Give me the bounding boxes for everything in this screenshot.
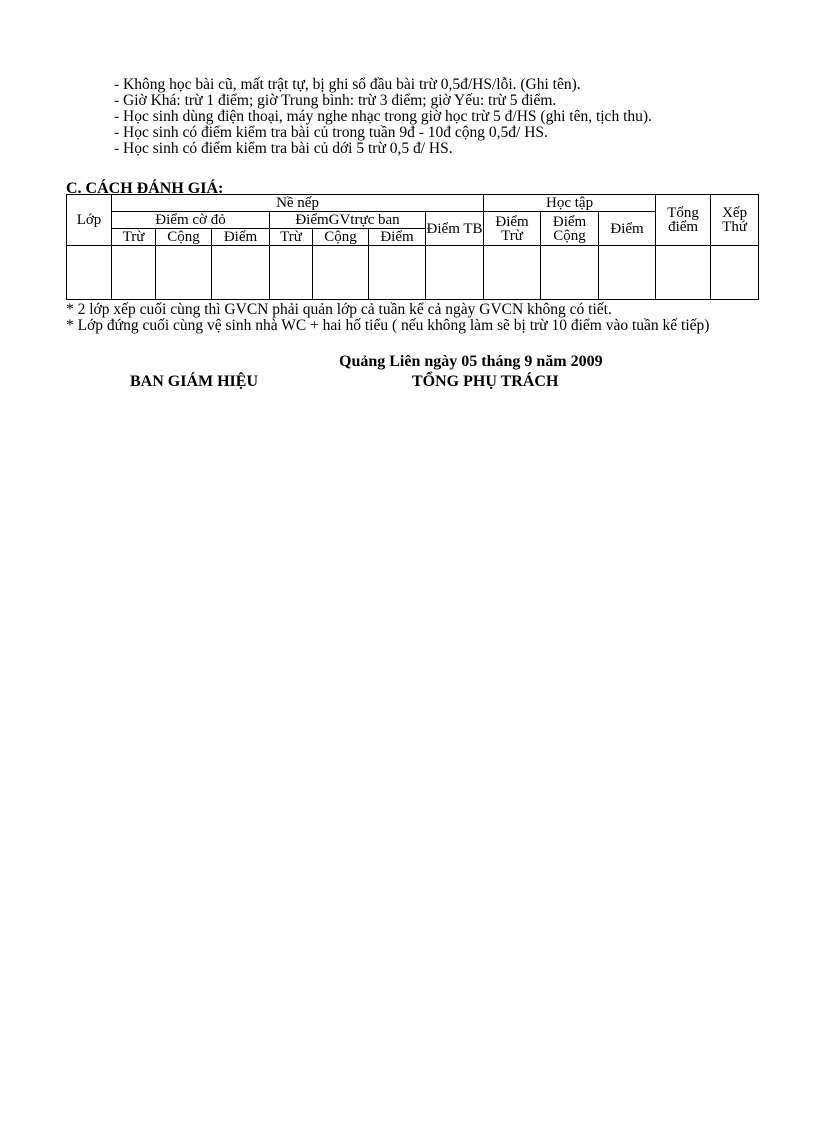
notes-list <box>66 302 750 334</box>
table-cell[interactable] <box>67 246 112 300</box>
table-cell[interactable] <box>369 246 426 300</box>
header-tru: Trừ <box>112 229 156 246</box>
table-cell[interactable] <box>599 246 656 300</box>
section-heading: C. CÁCH ĐÁNH GIÁ: <box>66 180 224 197</box>
signature-tong-phu-trach: TỔNG PHỤ TRÁCH <box>412 373 559 390</box>
table-cell[interactable] <box>541 246 599 300</box>
note-item: * Lớp đứng cuối cùng vệ sinh nhà WC + hai hố tiểu ( nếu không làm sẽ bị trừ 10 điểm vào tuần kế tiếp) <box>66 317 710 334</box>
header-diem-sub: Điểm <box>212 229 270 246</box>
signature-ban-giam-hieu: BAN GIÁM HIỆU <box>130 373 259 390</box>
header-tong-diem: Tổng điểm <box>656 195 711 246</box>
rule-item: - Học sinh có điểm kiểm tra bài củ trong tuần 9đ - 10đ cộng 0,5đ/ HS. <box>114 124 548 141</box>
rule-item: - Học sinh có điểm kiểm tra bài củ dới 5 trừ 0,5 đ/ HS. <box>114 140 453 157</box>
rule-item: - Không học bài cũ, mất trật tự, bị ghi sổ đầu bài trừ 0,5đ/HS/lỗi. (Ghi tên). <box>114 76 581 93</box>
date-line: Quảng Liên ngày 05 tháng 9 năm 2009 <box>339 353 603 370</box>
header-diem-sub: Điểm <box>369 229 426 246</box>
header-cong: Cộng <box>313 229 369 246</box>
header-diem-cong: Điểm Cộng <box>541 212 599 246</box>
table-cell[interactable] <box>313 246 369 300</box>
table-cell[interactable] <box>711 246 759 300</box>
header-lop: Lớp <box>67 195 112 246</box>
header-cong: Cộng <box>156 229 212 246</box>
evaluation-table <box>66 194 759 300</box>
table-cell[interactable] <box>270 246 313 300</box>
table-cell[interactable] <box>656 246 711 300</box>
table-cell[interactable] <box>212 246 270 300</box>
header-diem-tru: Điểm Trừ <box>484 212 541 246</box>
note-item: * 2 lớp xếp cuối cùng thì GVCN phải quản lớp cả tuần kể cả ngày GVCN không có tiết. <box>66 301 612 318</box>
table-cell[interactable] <box>484 246 541 300</box>
table-cell[interactable] <box>426 246 484 300</box>
header-diem-tb: Điểm TB <box>426 212 484 246</box>
header-hoc-tap: Học tập <box>484 195 656 212</box>
rule-item: - Giờ Khá: trừ 1 điểm; giờ Trung bình: trừ 3 điểm; giờ Yếu: trừ 5 điểm. <box>114 92 557 109</box>
table-row <box>67 246 759 300</box>
table-cell[interactable] <box>112 246 156 300</box>
header-tru: Trừ <box>270 229 313 246</box>
rule-item: - Học sinh dùng điện thoại, máy nghe nhạc trong giờ học trừ 5 đ/HS (ghi tên, tịch thu). <box>114 108 652 125</box>
header-ne-nep: Nề nếp <box>112 195 484 212</box>
header-xep-thu: Xếp Thứ <box>711 195 759 246</box>
table-cell[interactable] <box>156 246 212 300</box>
header-diem-co-do: Điểm cờ đỏ <box>112 212 270 229</box>
header-diem: Điểm <box>599 212 656 246</box>
rules-list <box>66 77 750 157</box>
header-diem-gv-truc-ban: ĐiểmGVtrực ban <box>270 212 426 229</box>
